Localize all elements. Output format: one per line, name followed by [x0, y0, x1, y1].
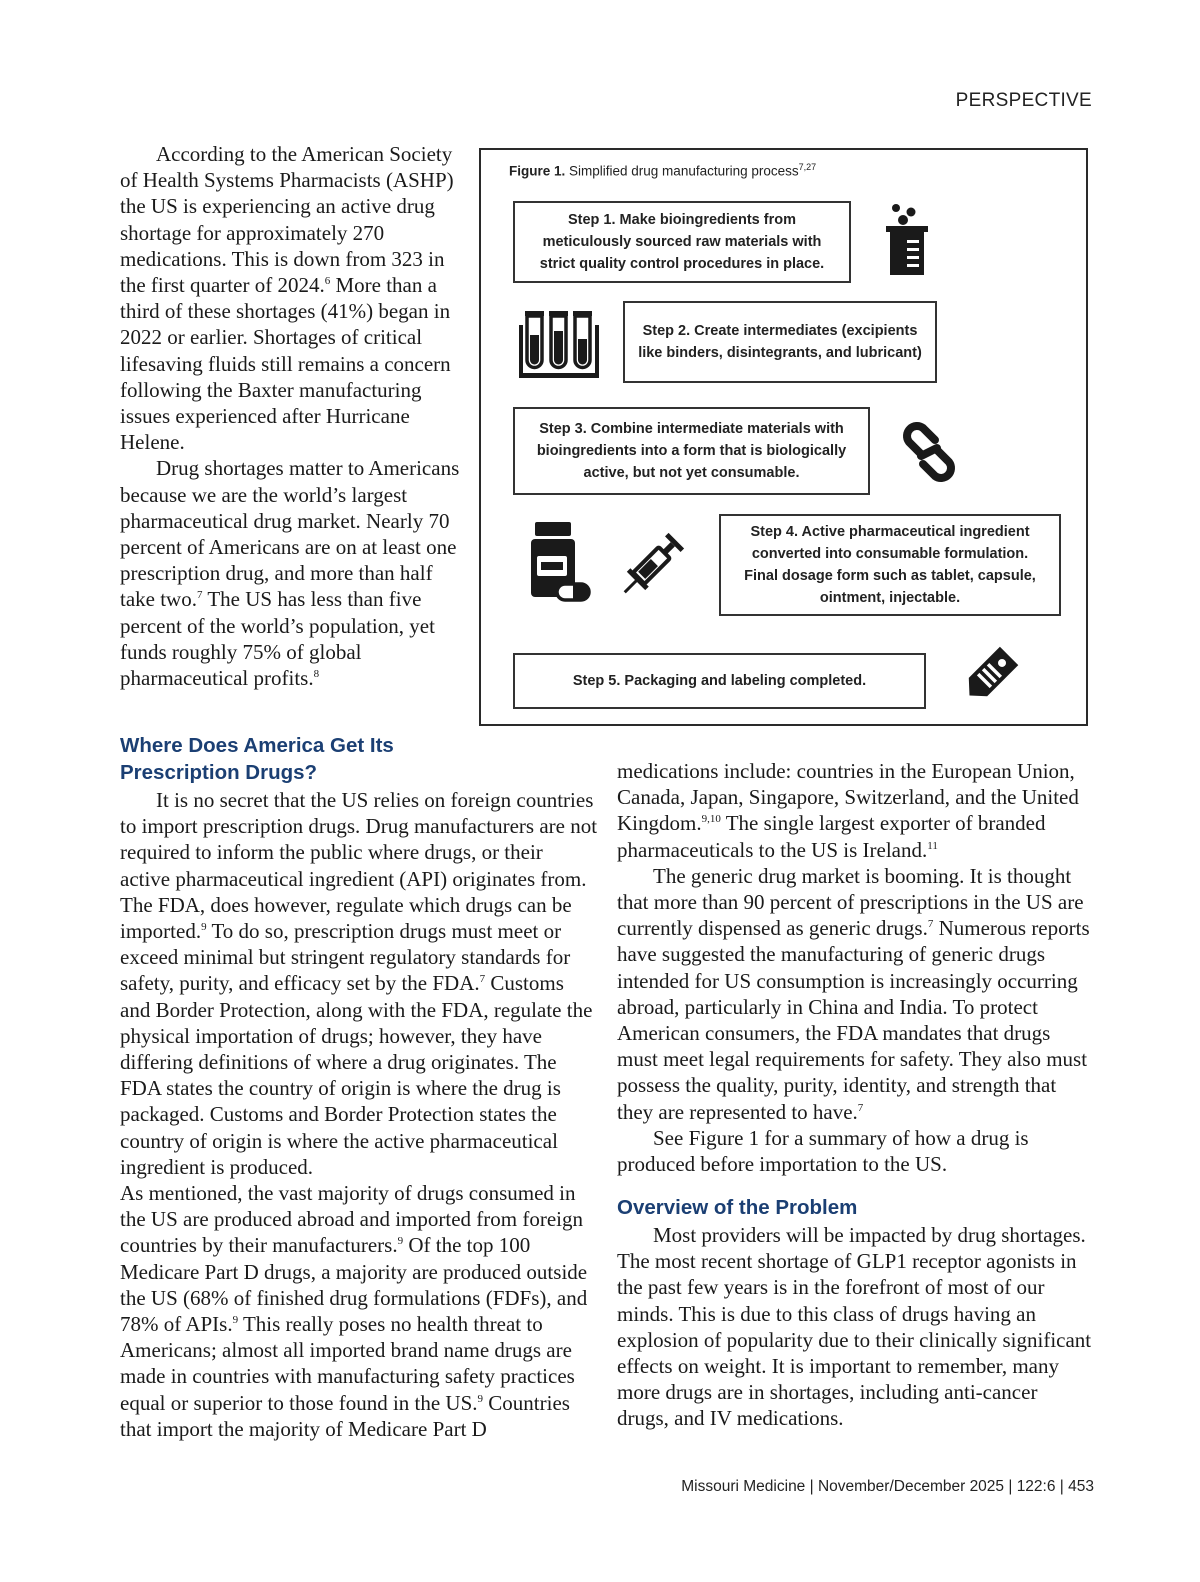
journal-name: Missouri Medicine: [681, 1478, 806, 1495]
syringe-icon: [611, 523, 695, 605]
step-3-box: Step 3. Combine intermediate materials with bioingredients into a form that is biologically active, but not yet consumable.: [513, 407, 870, 495]
chain-link-icon: [891, 416, 967, 488]
paragraph: According to the American Society of Health Systems Pharmacists (ASHP) the US is experiencing an active drug shortage for approximately 270 medications. This is down from 323 in the first quarter of 2024.$^6$ More than a third of these shortages (41%) began in 2022 or earlier. Shortages of critical lifesaving fluids still remains a concern following the Baxter manufacturing issues experienced after Hurricane Helene.: [120, 142, 454, 455]
intro-text: [120, 141, 460, 691]
step-2-box: Step 2. Create intermediates (excipients like binders, disintegrants, and lubricant): [623, 301, 937, 383]
figure-1: [479, 148, 1088, 726]
paragraph: It is no secret that the US relies on foreign countries to import prescription drugs. Drug manufacturers are not required to inform the public where drugs, or their active pharmaceutical ingredient (API) originates from. The FDA, does however, regulate which drugs can be imported.$^9$ To do so, prescription drugs must meet or exceed minimal but stringent regulatory standards for safety, purity, and efficacy set by the FDA.$^7$ Customs and Border Protection, along with the FDA, regulate the physical importation of drugs; however, they have differing definitions of where a drug originates. The FDA states the country of origin is where the drug is packaged. Customs and Border Protection states the country of origin is where the active pharmaceutical ingredient is produced.: [120, 788, 598, 1179]
test-tubes-icon: [517, 305, 601, 381]
step-5-box: Step 5. Packaging and labeling completed.: [513, 653, 926, 709]
right-column-text: [617, 758, 1093, 1177]
paragraph: Drug shortages matter to Americans because we are the world’s largest pharmaceutical drug market. Nearly 70 percent of Americans are on at least one prescription drug, and more than half take two.$^7$ The US has less than five percent of the world’s population, yet funds roughly 75% of global pharmaceutical profits.$^8$: [120, 456, 460, 691]
page-number: 453: [1068, 1478, 1094, 1495]
section-heading: Overview of the Problem: [617, 1196, 858, 1219]
reference: 8: [313, 668, 320, 681]
reference: 7: [196, 589, 203, 602]
paragraph: See Figure 1 for a summary of how a drug is produced before importation to the US.: [617, 1125, 1029, 1177]
section-label: PERSPECTIVE: [955, 90, 1092, 111]
step-1-box: Step 1. Make bioingredients from meticulously sourced raw materials with strict quality control procedures in place.: [513, 201, 851, 283]
section-text: [120, 787, 598, 1442]
paragraph: medications include: countries in the European Union, Canada, Japan, Singapore, Switzerland, and the United Kingdom.$^{9,10}$ The single largest exporter of branded pharmaceuticals to the US is Ireland.$^{11}$: [617, 759, 1079, 862]
issue-date: November/December 2025: [817, 1478, 1005, 1495]
right-column-text: [617, 1222, 1093, 1432]
beaker-icon: [883, 202, 933, 278]
volume-issue: 122:6: [1016, 1478, 1056, 1495]
paragraph: As mentioned, the vast majority of drugs consumed in the US are produced abroad and imported from foreign countries by their manufacturers.$^9$ Of the top 100 Medicare Part D drugs, a majority are produced outside the US (68% of finished drug formulations (FDFs), and 78% of APIs.$^9$ This really poses no health threat to Americans; almost all imported brand name drugs are made in countries with manufacturing safety practices equal or superior to those found in the US.$^9$ Countries that import the majority of Medicare Part D: [120, 1181, 588, 1441]
section-heading: Where Does America Get Its Prescription Drugs?: [120, 734, 394, 784]
price-tag-icon: [957, 642, 1023, 708]
pill-bottle-icon: [527, 520, 593, 606]
figure-caption: Figure 1. Simplified drug manufacturing process$^{7,27}$: [509, 162, 817, 179]
page-footer: Missouri Medicine | November/December 2025 | 122:6 | 453: [681, 1478, 1094, 1495]
step-4-box: Step 4. Active pharmaceutical ingredient converted into consumable formulation. Final dosage form such as tablet, capsule, ointment, injectable.: [719, 514, 1061, 616]
reference: 6: [324, 275, 331, 288]
paragraph: Most providers will be impacted by drug shortages. The most recent shortage of GLP1 receptor agonists in the past few years is in the forefront of most of our minds. This is due to this class of drugs having an explosion of popularity due to their clinically significant effects on weight. It is important to remember, many more drugs are in shortages, including anti-cancer drugs, and IV medications.: [617, 1223, 1092, 1431]
paragraph: The generic drug market is booming. It is thought that more than 90 percent of prescriptions in the US are currently dispensed as generic drugs.$^7$ Numerous reports have suggested the manufacturing of generic drugs intended for US consumption is increasingly occurring abroad, particularly in China and India. To protect American consumers, the FDA mandates that drugs must meet legal requirements for safety. They also must possess the quality, purity, identity, and strength that they are represented to have.$^7$: [617, 863, 1090, 1124]
